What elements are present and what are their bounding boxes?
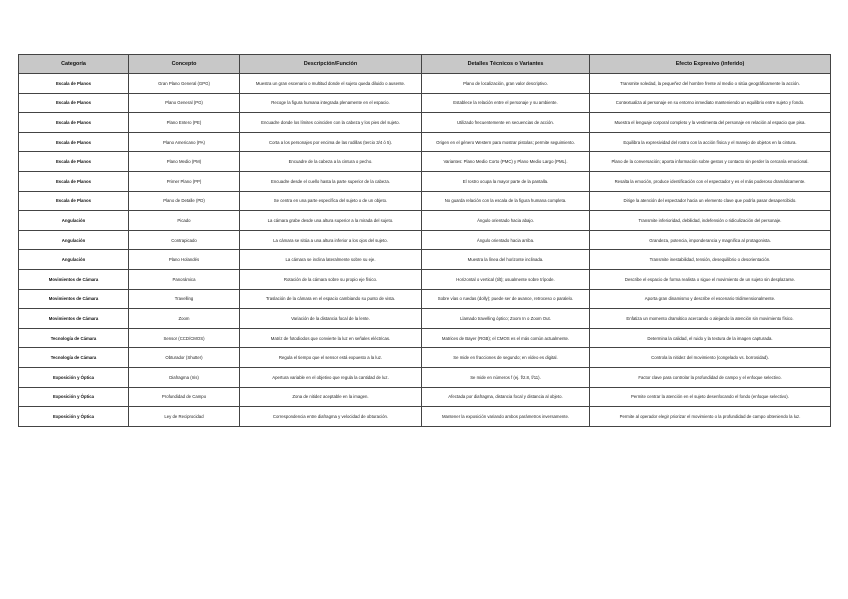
cell-expressive-effect: Describe el espacio de forma realista o sigue el movimiento de un sujeto sin desplazarse. <box>590 269 831 289</box>
cell-description: Corta a los personajes por encima de las rodillas (tercio 3/4 ó 5). <box>240 132 422 152</box>
header-category: Categoría <box>19 55 129 74</box>
cell-technical-details: Variantes: Plano Medio Corto (PMC) y Plano Medio Largo (PML). <box>422 152 590 172</box>
cell-concept: Plano General (PG) <box>129 93 240 113</box>
cell-concept: Gran Plano General (GPG) <box>129 74 240 94</box>
table-row <box>19 113 831 133</box>
cinematography-table <box>18 54 831 427</box>
cell-category: Escala de Planos <box>19 132 129 152</box>
cell-category: Movimientos de Cámara <box>19 309 129 329</box>
cell-description: Zona de nitidez aceptable en la imagen. <box>240 387 422 407</box>
cell-expressive-effect: Aporta gran dinamismo y describe el escenario tridimensionalmente. <box>590 289 831 309</box>
table-row <box>19 93 831 113</box>
cell-description: La cámara se inclina lateralmente sobre su eje. <box>240 250 422 270</box>
cell-expressive-effect: Contextualiza al personaje en su entorno inmediato manteniendo un equilibrio entre sujeto y fondo. <box>590 93 831 113</box>
cell-concept: Picado <box>129 211 240 231</box>
cell-expressive-effect: Transmite inestabilidad, tensión, desequilibrio o desorientación. <box>590 250 831 270</box>
cell-concept: Panorámica <box>129 269 240 289</box>
cell-technical-details: Matrices de Bayer (RGB); el CMOS es el más común actualmente. <box>422 328 590 348</box>
cell-technical-details: Muestra la línea del horizonte inclinada. <box>422 250 590 270</box>
header-concept: Concepto <box>129 55 240 74</box>
cell-description: Apertura variable en el objetivo que regula la cantidad de luz. <box>240 367 422 387</box>
cell-description: Encuadre desde el cuello hasta la parte superior de la cabeza. <box>240 171 422 191</box>
table-row <box>19 387 831 407</box>
cell-technical-details: Plano de localización, gran valor descriptivo. <box>422 74 590 94</box>
cell-description: La cámara grabe desde una altura superior a la mirada del sujeto. <box>240 211 422 231</box>
cell-technical-details: Horizontal o vertical (tilt); usualmente sobre trípode. <box>422 269 590 289</box>
cell-concept: Contrapicado <box>129 230 240 250</box>
table-row <box>19 230 831 250</box>
cell-technical-details: Ángulo orientado hacia abajo. <box>422 211 590 231</box>
cell-expressive-effect: Determina la calidad, el ruido y la textura de la imagen capturada. <box>590 328 831 348</box>
cell-concept: Travelling <box>129 289 240 309</box>
cell-category: Escala de Planos <box>19 152 129 172</box>
cell-description: Rotación de la cámara sobre su propio eje físico. <box>240 269 422 289</box>
cell-description: Recoge la figura humana integrada plenamente en el espacio. <box>240 93 422 113</box>
cell-category: Exposición y Óptica <box>19 387 129 407</box>
cell-concept: Diafragma (Iris) <box>129 367 240 387</box>
cell-category: Escala de Planos <box>19 93 129 113</box>
cell-category: Movimientos de Cámara <box>19 269 129 289</box>
cell-description: Traslación de la cámara en el espacio cambiando su punto de vista. <box>240 289 422 309</box>
cell-expressive-effect: Grandeza, potencia, imponderancia y magnifica al protagonista. <box>590 230 831 250</box>
cell-description: Encuadre donde los límites coinciden con la cabeza y los pies del sujeto. <box>240 113 422 133</box>
cell-description: Variación de la distancia focal de la lente. <box>240 309 422 329</box>
cell-expressive-effect: Muestra el lenguaje corporal completo y la vestimenta del personaje en relación al espacio que pisa. <box>590 113 831 133</box>
cell-category: Angulación <box>19 211 129 231</box>
cell-expressive-effect: Factor clave para controlar la profundidad de campo y el enfoque selectivo. <box>590 367 831 387</box>
cell-category: Escala de Planos <box>19 74 129 94</box>
cell-category: Tecnología de Cámara <box>19 328 129 348</box>
cell-category: Escala de Planos <box>19 191 129 211</box>
cell-concept: Obturador (Shutter) <box>129 348 240 368</box>
cell-description: La cámara se sitúa a una altura inferior a los ojos del sujeto. <box>240 230 422 250</box>
cell-category: Exposición y Óptica <box>19 407 129 427</box>
table-row <box>19 132 831 152</box>
cell-category: Tecnología de Cámara <box>19 348 129 368</box>
table-row <box>19 211 831 231</box>
table-row <box>19 348 831 368</box>
cell-description: Correspondencia entre diafragma y velocidad de obturación. <box>240 407 422 427</box>
table-body <box>19 74 831 427</box>
cell-concept: Plano Medio (PM) <box>129 152 240 172</box>
table-header-row <box>19 55 831 74</box>
cell-technical-details: Afectada por diafragma, distancia focal y distancia al objeto. <box>422 387 590 407</box>
table-row <box>19 328 831 348</box>
cell-concept: Primer Plano (PP) <box>129 171 240 191</box>
cell-expressive-effect: Permite al operador elegir priorizar el movimiento o la profundidad de campo obteniendo la luz. <box>590 407 831 427</box>
table-row <box>19 191 831 211</box>
document-page <box>18 54 830 427</box>
cell-technical-details: El rostro ocupa la mayor parte de la pantalla. <box>422 171 590 191</box>
header-description: Descripción/Función <box>240 55 422 74</box>
header-technical-details: Detalles Técnicos o Variantes <box>422 55 590 74</box>
table-row <box>19 269 831 289</box>
cell-category: Escala de Planos <box>19 171 129 191</box>
cell-technical-details: No guarda relación con la escala de la figura humana completa. <box>422 191 590 211</box>
header-expressive-effect: Efecto Expresivo (inferido) <box>590 55 831 74</box>
cell-expressive-effect: Transmite inferioridad, debilidad, indefensión o ridiculización del personaje. <box>590 211 831 231</box>
cell-category: Exposición y Óptica <box>19 367 129 387</box>
cell-technical-details: Origen en el género Western para mostrar pistolas; permite seguimiento. <box>422 132 590 152</box>
cell-technical-details: Se mide en fracciones de segundo; en vídeo es digital. <box>422 348 590 368</box>
cell-description: Encuadre de la cabeza a la cintura o pecho. <box>240 152 422 172</box>
table-row <box>19 309 831 329</box>
cell-concept: Ley de Reciprocidad <box>129 407 240 427</box>
table-row <box>19 250 831 270</box>
cell-expressive-effect: Enfatiza un momento dramático acercando o alejando la atención sin movimiento físico. <box>590 309 831 329</box>
table-row <box>19 407 831 427</box>
table-row <box>19 74 831 94</box>
cell-concept: Profundidad de Campo <box>129 387 240 407</box>
table-row <box>19 289 831 309</box>
cell-description: Regula el tiempo que el sensor está expuesto a la luz. <box>240 348 422 368</box>
cell-technical-details: Sobre vías o ruedas (dolly); puede ser de avance, retroceso o paralelo. <box>422 289 590 309</box>
cell-expressive-effect: Equilibra la expresividad del rostro con la acción física y el manejo de objetos en la cintura. <box>590 132 831 152</box>
cell-technical-details: Ángulo orientado hacia arriba. <box>422 230 590 250</box>
cell-category: Angulación <box>19 250 129 270</box>
cell-expressive-effect: Transmite soledad, la pequeñez del hombre frente al medio o sitúa geográficamente la acción. <box>590 74 831 94</box>
cell-category: Angulación <box>19 230 129 250</box>
cell-expressive-effect: Plano de la conversación; aporta información sobre gestos y contacto sin perder la cercanía emocional. <box>590 152 831 172</box>
table-row <box>19 171 831 191</box>
cell-technical-details: Llamado travelling óptico; Zoom In o Zoom Out. <box>422 309 590 329</box>
cell-technical-details: Utilizado frecuentemente en secuencias de acción. <box>422 113 590 133</box>
table-row <box>19 152 831 172</box>
cell-description: Se centra en una parte específica del sujeto o de un objeto. <box>240 191 422 211</box>
cell-category: Movimientos de Cámara <box>19 289 129 309</box>
cell-expressive-effect: Dirige la atención del espectador hacia un elemento clave que podría pasar desapercibido. <box>590 191 831 211</box>
cell-expressive-effect: Controla la nitidez del movimiento (congelado vs. borrosidad). <box>590 348 831 368</box>
cell-description: Muestra un gran escenario o multitud donde el sujeto queda diluido o ausente. <box>240 74 422 94</box>
table-row <box>19 367 831 387</box>
cell-concept: Plano Holandés <box>129 250 240 270</box>
cell-category: Escala de Planos <box>19 113 129 133</box>
cell-expressive-effect: Permite centrar la atención en el sujeto desenfocando el fondo (enfoque selectivo). <box>590 387 831 407</box>
cell-expressive-effect: Resalta la emoción, produce identificación con el espectador y es el más poderoso dramáticamente. <box>590 171 831 191</box>
cell-technical-details: Establece la relación entre el personaje y su ambiente. <box>422 93 590 113</box>
cell-concept: Plano Americano (PA) <box>129 132 240 152</box>
cell-description: Matriz de fotodiodos que convierte la luz en señales eléctricas. <box>240 328 422 348</box>
cell-concept: Plano de Detalle (PD) <box>129 191 240 211</box>
cell-concept: Plano Entero (PE) <box>129 113 240 133</box>
cell-technical-details: Mantener la exposición variando ambos parámetros inversamente. <box>422 407 590 427</box>
cell-technical-details: Se mide en números f (ej. f/2.8, f/11). <box>422 367 590 387</box>
cell-concept: Sensor (CCD/CMOS) <box>129 328 240 348</box>
cell-concept: Zoom <box>129 309 240 329</box>
